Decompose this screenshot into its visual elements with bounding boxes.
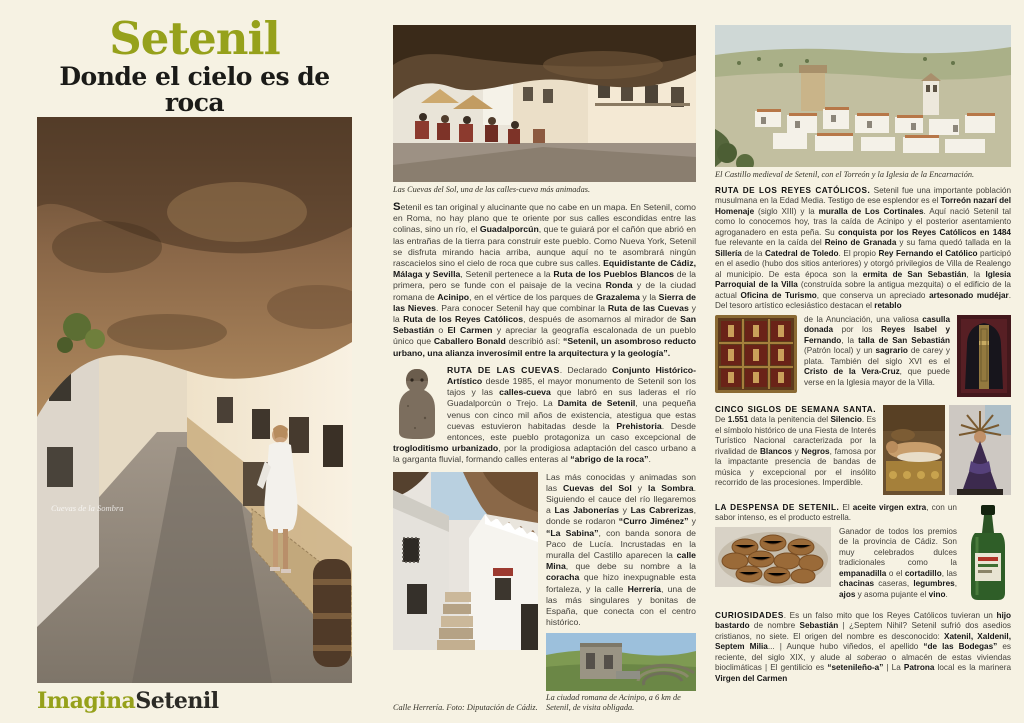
castillo-panorama-photo bbox=[715, 25, 1011, 167]
damita-de-setenil-figurine bbox=[395, 366, 439, 442]
street-under-rock-illustration bbox=[37, 117, 352, 683]
semana-santa-images bbox=[883, 405, 1011, 495]
logo-part-imagina: Imagina bbox=[37, 688, 136, 714]
herreria-caption: Calle Herrería. Foto: Diputación de Cádiz. bbox=[393, 703, 538, 713]
calle-herreria-photo bbox=[393, 472, 538, 650]
cuevas-del-sol-caption: Las Cuevas del Sol, una de las calles-cueva más animadas. bbox=[393, 185, 591, 194]
page-title: Setenil bbox=[109, 12, 280, 65]
reyes-catolicos-paragraph-a: RUTA DE LOS REYES CATÓLICOS. Setenil fue una importante población musulmana en la Edad Media. Testigo de ese esplendor es el Torreón nazarí del Homenaje (siglo XIII) y la muralla de Los Cortinales. Aquí nació Setenil tal como lo conocemos hoy, tras la caída de Acinipo y el posterior asentamiento agroganadero en esta peña. Su conquista por los Reyes Católicos en 1484 fue relevante en la caída del Reino de Granada y su fama quedó tallada en la Sillería de la Catedral de Toledo. El propio Rey Fernando el Católico participó en el asedio (hubo dos sitios anteriores) y otorgó privilegios de Villa de Realengo al municipio. De esta época son la ermita de San Sebastián, la Iglesia Parroquial de la Villa (construída sobre la antigua mezquita) o el edificio de la actual Oficina de Turismo, que conserva un apreciado artesonado mudéjar. Del tesoro artístico eclesiástico destacan el retablo bbox=[715, 185, 1012, 311]
ruta-cuevas-section bbox=[393, 365, 696, 466]
middle-column bbox=[393, 25, 696, 713]
despensa-section bbox=[715, 503, 1011, 603]
semana-santa-paragraph: CINCO SIGLOS DE SEMANA SANTA. De 1.551 data la penitencia del Silencio. Es el símbolo histórico de una Fiesta de Interés Turístico Nacional caracterizada por la rivalidad de Blancos y Negros, famosa por la impactante presencia de bandas de música y excepcional por el insólito recorrido de las procesiones. Imperdible. bbox=[715, 404, 877, 488]
despensa-inner-row bbox=[715, 527, 957, 601]
nazareno-photo bbox=[949, 405, 1011, 495]
semana-santa-row bbox=[715, 405, 1011, 495]
acinipo-caption: La ciudad romana de Acinipo, a 6 km de Setenil, de visita obligada. bbox=[546, 693, 681, 713]
retablo-photo bbox=[715, 315, 797, 393]
despensa-paragraph-b: Ganador de todos los premios de la provincia de Cádiz. Son muy celebrados dulces tradicionales como la empanadilla o el cortadillo, las chacinas caseras, legumbres, ajos y asoma pujante el vino. bbox=[839, 526, 957, 599]
intro-paragraph: Setenil es tan original y alucinante que no cabe en un mapa. En Setenil, como en Roma, no hay plano que te oriente por sus calles escondidas entre las colinas, sino un río, el Guadalporcún, que te guiará por el cañón que abrió en las entrañas de la tierra para construir este pueblo. Como Nueva York, Setenil se disfruta mirando hacia arriba, aunque aquí no te asombrará ningún rascacielos sino el cielo de roca que cubre sus calles. Equidistante de Cádiz, Málaga y Sevilla, Setenil pertenece a la Ruta de los Pueblos Blancos de la primera, pero se funde con el paisaje de la vecina Ronda y de la ciudad romana de Acinipo, en el vértice de los parques de Grazalema y la Sierra de las Nieves. Para conocer Setenil hay que combinar la Ruta de las Cuevas y la Ruta de los Reyes Católicos, después de asomarnos al mirador de San Sebastián o El Carmen y apreciar la geografía escalonada de un pueblo único que Caballero Bonald describió así: “Setenil, un asombroso reducto urbano, una alianza inverosímil entre la arquitectura y la geología”. bbox=[393, 200, 697, 358]
casulla-photo bbox=[957, 315, 1011, 397]
imagina-setenil-logo bbox=[37, 688, 219, 714]
cuevas-del-sol-photo bbox=[393, 25, 696, 182]
lower-middle-grid bbox=[393, 472, 696, 714]
despensa-paragraph-a: LA DESPENSA DE SETENIL. El aceite virgen extra, con un sabor intenso, es el producto estrella. bbox=[715, 502, 957, 523]
despensa-text-block bbox=[715, 503, 957, 601]
olive-oil-bottle-photo bbox=[965, 503, 1011, 603]
reyes-catolicos-paragraph-b: de la Anunciación, una valiosa casulla donada por los Reyes Isabel y Fernando, la talla de San Sebastián (Patrón local) y un sagrario de carey y plata. También del siglo XVI es el Cristo de la Vera-Cruz, que puede verse en la Iglesia mayor de la Villa. bbox=[804, 314, 950, 387]
cuevas-continuation-cell bbox=[546, 472, 696, 714]
ruta-cuevas-paragraph-a: RUTA DE LAS CUEVAS. Declarado Conjunto Histórico-Artístico desde 1985, el mayor monumento de Setenil son los tajos y las calles-cueva que labró en sus laderas el río Guadalporcún o Trejo. La Damita de Setenil, una pequeña venus con cinco mil años de existencia, atestigua que estas cuevas estuvieron habitadas desde la Prehistoria. Desde entonces, este pueblo protagoniza un caso excepcional de trogloditismo urbanizado, por la prodigiosa adaptación del casco urbano a la garganta fluvial, formando calles enteras al “abrigo de la roca”. bbox=[393, 364, 697, 465]
page-subtitle: Donde el cielo es de roca bbox=[59, 61, 330, 118]
street-under-rock-photo bbox=[37, 117, 352, 683]
curiosidades-paragraph: CURIOSIDADES. Es un falso mito que los Reyes Católicos tuvieran un hijo bastardo de nombre Sebastián | ¿Septem Nihil? Setenil sufrió dos asedios cristianos, no siete. El origen del nombre es desconocido: Xatenil, Xaldenil, Septem Milia... | Aunque hubo viñedos, el apellido “de las Bodegas” es reciente, del siglo XIX, y alude al soberao o almacén de estas viviendas bioclimáticas | El gentilicio es “setenileño-a” | La Patrona local es la marinera Virgen del Carmen bbox=[715, 610, 1012, 683]
cristo-yacente-photo bbox=[883, 405, 945, 495]
herreria-figure bbox=[393, 472, 538, 714]
empanadillas-photo bbox=[715, 527, 831, 587]
right-column bbox=[715, 25, 1011, 684]
reyes-wrap-row bbox=[715, 315, 1011, 397]
logo-part-setenil: Setenil bbox=[135, 688, 219, 714]
acinipo-photo bbox=[546, 633, 696, 691]
ruta-cuevas-paragraph-b: Las más conocidas y animadas son las Cuevas del Sol y la Sombra. Siguiendo el cauce del río llegaremos a Las Jabonerías y Las Cabrerizas, donde se rodaron “Curro Jiménez” y “La Sabina”, con banda sonora de Paco de Lucía. Incrustadas en la muralla del Castillo aparecen la calle Mina, que debe su nombre a la coracha que hizo inexpugnable esta fortaleza, y la calle Herrería, una de las más singulares y bonitas de España, que conecta con el centro histórico. bbox=[546, 471, 697, 628]
photo-overlay-caption: Cuevas de la Sombra bbox=[51, 503, 124, 513]
castillo-caption: El Castillo medieval de Setenil, con el Torreón y la Iglesia de la Encarnación. bbox=[715, 170, 975, 179]
